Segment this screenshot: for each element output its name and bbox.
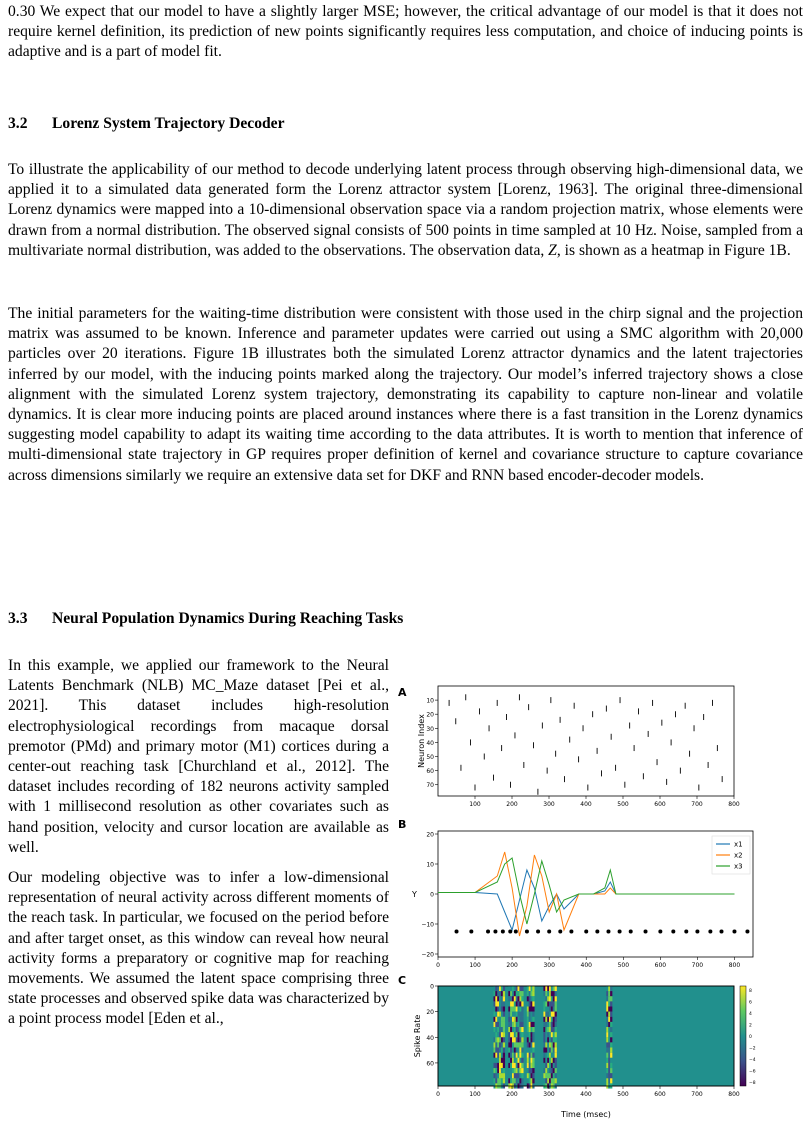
series-line-x1	[438, 870, 735, 930]
heatmap-cell	[503, 1048, 505, 1053]
tick-label: 400	[580, 962, 592, 969]
tick-label: 600	[654, 1091, 666, 1098]
heatmap-cell	[503, 1012, 505, 1017]
inducing-point	[536, 930, 540, 934]
legend-label: x3	[734, 862, 743, 871]
colorbar-tick-label: −6	[749, 1069, 756, 1075]
section-number: 3.3	[8, 610, 28, 627]
heatmap-cell	[521, 986, 523, 991]
section-title: Lorenz System Trajectory Decoder	[52, 115, 285, 132]
inducing-point	[644, 930, 648, 934]
heatmap-cell	[555, 1053, 557, 1058]
heatmap-cell	[532, 1042, 534, 1047]
tick-label: 70	[426, 782, 434, 790]
heatmap-cell	[503, 1001, 505, 1006]
colorbar-tick-label: −4	[749, 1058, 756, 1063]
section-number: 3.2	[8, 115, 28, 132]
inducing-point	[514, 930, 518, 934]
figure-svg	[394, 668, 808, 1122]
heatmap-cell	[521, 1053, 523, 1058]
colorbar-tick-label: 8	[749, 989, 752, 994]
heatmap-cell	[610, 1007, 612, 1012]
heatmap-cell	[532, 1053, 534, 1058]
colorbar-tick-label: −8	[749, 1081, 756, 1086]
panel-b-legend	[712, 836, 750, 874]
inducing-point	[558, 930, 562, 934]
heatmap-cell	[555, 991, 557, 996]
heatmap-cell	[521, 1073, 523, 1078]
heatmap-cell	[555, 1037, 557, 1042]
tick-label: 800	[728, 1091, 740, 1098]
tick-label: 700	[691, 801, 703, 808]
section-heading-3-2	[8, 115, 285, 133]
tick-label: 700	[691, 962, 704, 969]
inducing-point	[658, 930, 662, 934]
heatmap-cell	[521, 1032, 523, 1037]
tick-label: 800	[728, 801, 740, 808]
heatmap-cell	[521, 1078, 523, 1083]
panel-c-ylabel: Spike Rate	[413, 1014, 422, 1058]
inducing-point	[606, 930, 610, 934]
heatmap-cell	[610, 1022, 612, 1027]
heatmap-cell	[532, 1063, 534, 1068]
heatmap-cell	[610, 996, 612, 1001]
panel-b-series	[438, 852, 735, 936]
variable-z: Z	[548, 241, 557, 259]
tick-label: 300	[543, 801, 555, 808]
heatmap-cell	[555, 1042, 557, 1047]
colorbar-tick-label: 6	[749, 1000, 752, 1006]
inducing-point	[501, 930, 505, 934]
tick-label: 700	[691, 1091, 703, 1098]
inducing-point	[732, 930, 736, 934]
heatmap-cell	[610, 1037, 612, 1042]
colorbar-tick-label: −2	[749, 1046, 756, 1052]
heatmap-cell	[521, 1068, 523, 1073]
tick-label: 200	[506, 962, 518, 969]
inducing-point	[525, 930, 529, 934]
figure-1	[394, 668, 808, 1122]
tick-label: 300	[543, 962, 555, 969]
tick-label: 30	[426, 725, 434, 733]
colorbar-tick-label: 0	[749, 1035, 752, 1040]
heatmap-cell	[532, 996, 534, 1001]
heatmap-cell	[532, 1073, 534, 1078]
tick-label: 100	[469, 962, 481, 969]
heatmap-cell	[555, 1078, 557, 1083]
panel-b-inducing-points	[455, 930, 750, 934]
panel-c-label: C	[398, 974, 407, 987]
intro-paragraph: 0.30 We expect that our model to have a slightly larger MSE; however, the critical advantage of our model is that it does not require kernel definition, its prediction of new points significantly requires less computation, and choice of inducing points is adaptive and is a part of model fit.	[8, 3, 803, 61]
heatmap-cell	[521, 1027, 523, 1032]
heatmap-cell	[610, 1063, 612, 1068]
panel-c-heatmap-bg	[438, 986, 734, 1086]
panel-a-spikes	[449, 694, 722, 794]
inducing-point	[469, 930, 473, 934]
panel-b-yticks	[421, 832, 438, 959]
heatmap-cell	[503, 1073, 505, 1078]
tick-label: 60	[426, 1060, 434, 1068]
inducing-point	[493, 930, 497, 934]
panel-c-xlabel: Time (msec)	[561, 1110, 611, 1119]
heatmap-cell	[521, 1058, 523, 1063]
tick-label: 40	[426, 1034, 434, 1042]
heatmap-cell	[532, 986, 534, 991]
series-line-x3	[438, 858, 735, 924]
heatmap-cell	[503, 1022, 505, 1027]
tick-label: 0	[436, 1091, 440, 1098]
heatmap-cell	[503, 986, 505, 991]
tick-label: 50	[426, 754, 434, 762]
heatmap-cell	[555, 1073, 557, 1078]
heatmap-cell	[555, 1048, 557, 1053]
heatmap-cell	[521, 991, 523, 996]
heatmap-cell	[555, 1063, 557, 1068]
colorbar-tick-label: 4	[749, 1012, 752, 1017]
heatmap-cell	[610, 991, 612, 996]
inducing-point	[508, 930, 512, 934]
tick-label: 300	[543, 1091, 555, 1098]
tick-label: 500	[617, 962, 630, 969]
heatmap-cell	[521, 1017, 523, 1022]
tick-label: 200	[506, 801, 518, 808]
heatmap-cell	[555, 1068, 557, 1073]
tick-label: 100	[469, 801, 481, 808]
panel-a-xticks	[469, 796, 740, 808]
heatmap-cell	[532, 1022, 534, 1027]
heatmap-cell	[532, 1037, 534, 1042]
heatmap-cell	[532, 1007, 534, 1012]
legend-label: x2	[734, 851, 743, 860]
tick-label: 100	[469, 1091, 481, 1098]
lorenz-paragraph-1	[8, 160, 803, 261]
inducing-point	[547, 930, 551, 934]
heatmap-cell	[503, 1068, 505, 1073]
panel-a-yticks	[426, 698, 438, 790]
heatmap-cell	[503, 1053, 505, 1058]
inducing-point	[629, 930, 633, 934]
heatmap-cell	[555, 1027, 557, 1032]
heatmap-cell	[521, 1042, 523, 1047]
panel-a-label: A	[398, 686, 407, 699]
tick-label: 500	[617, 801, 629, 808]
tick-label: −20	[421, 951, 434, 959]
heatmap-cell	[610, 1068, 612, 1073]
heatmap-cell	[555, 1032, 557, 1037]
colorbar-tick-label: 2	[749, 1023, 752, 1029]
heatmap-cell	[503, 1063, 505, 1068]
tick-label: 10	[426, 861, 434, 869]
heatmap-cell	[555, 1001, 557, 1006]
tick-label: 10	[426, 697, 434, 705]
heatmap-cell	[610, 1027, 612, 1032]
legend-label: x1	[734, 840, 743, 849]
heatmap-cell	[503, 1042, 505, 1047]
nlb-paragraph-2: Our modeling objective was to infer a low-dimensional representation of neural activity across different moments of the reach task. In particular, we focused on the period before and after target onset, as this window can reveal how neural activity forms a preparatory or cognitive map for reaching movements. We assumed the latent space comprising three state processes and observed spike data was characterized by a point process model [Eden et al.,	[8, 869, 389, 1028]
tick-label: 200	[506, 1091, 518, 1098]
tick-label: 500	[617, 1091, 629, 1098]
heatmap-cell	[555, 1012, 557, 1017]
heatmap-cell	[555, 1022, 557, 1027]
heatmap-cell	[610, 1073, 612, 1078]
heatmap-cell	[521, 1007, 523, 1012]
tick-label: 600	[654, 801, 666, 808]
inducing-point	[708, 930, 712, 934]
panel-a-ylabel: Neuron Index	[417, 714, 426, 768]
section-heading-3-3	[8, 610, 403, 628]
inducing-point	[695, 930, 699, 934]
inducing-point	[584, 930, 588, 934]
lorenz-paragraph-1-b: , is shown as a heatmap in Figure 1B.	[556, 241, 791, 259]
heatmap-cell	[610, 1001, 612, 1006]
heatmap-cell	[610, 986, 612, 991]
heatmap-cell	[521, 996, 523, 1001]
inducing-point	[595, 930, 599, 934]
heatmap-cell	[610, 1017, 612, 1022]
tick-label: 20	[426, 831, 434, 839]
tick-label: 0	[430, 891, 434, 899]
heatmap-cell	[610, 1078, 612, 1083]
tick-label: −10	[421, 921, 434, 929]
heatmap-cell	[503, 996, 505, 1001]
heatmap-cell	[503, 1037, 505, 1042]
inducing-point	[720, 930, 724, 934]
panel-a-frame	[438, 686, 734, 796]
inducing-point	[486, 930, 490, 934]
heatmap-cell	[503, 1078, 505, 1083]
lorenz-paragraph-2: The initial parameters for the waiting-time distribution were consistent with those used in the chirp signal and the projection matrix was assumed to be known. Inference and parameter updates were carried out using a SMC algorithm with 20,000 particles over 20 iterations. Figure 1B illustrates both the simulated Lorenz attractor dynamics and the latent trajectories inferred by our model, with the inducing points marked along the trajectory. Our model’s inferred trajectory shows a close alignment with the simulated Lorenz system trajectory, demonstrating its capability to capture non-linear and volatile dynamics. It is clear more inducing points are placed around instances where there is a fast transition in the Lorenz dynamics suggesting model capability to adapt its waiting time according to the data attributes. It is worth to mention that inference of multi-dimensional state trajectory in GP requires proper definition of kernel and covariance structure to capture covariance across dimensions similarly we require an extensive data set for DKF and RNN based encoder-decoder models.	[8, 305, 803, 484]
heatmap-cell	[555, 986, 557, 991]
tick-label: 20	[426, 711, 434, 719]
heatmap-cell	[610, 1032, 612, 1037]
panel-b-ylabel: Y	[412, 890, 417, 899]
heatmap-cell	[521, 1048, 523, 1053]
heatmap-cell	[532, 1078, 534, 1083]
heatmap-cell	[503, 1058, 505, 1063]
tick-label: 400	[580, 801, 592, 808]
heatmap-cell	[503, 1032, 505, 1037]
heatmap-cell	[555, 996, 557, 1001]
heatmap-cell	[610, 1053, 612, 1058]
inducing-point	[745, 930, 749, 934]
heatmap-cell	[532, 1032, 534, 1037]
section-title: Neural Population Dynamics During Reaching Tasks	[52, 610, 404, 627]
inducing-point	[569, 930, 573, 934]
heatmap-cell	[521, 1063, 523, 1068]
panel-b-label: B	[398, 818, 407, 831]
tick-label: 0	[430, 983, 434, 991]
inducing-point	[684, 930, 688, 934]
heatmap-cell	[610, 1012, 612, 1017]
inducing-point	[455, 930, 459, 934]
heatmap-cell	[521, 1012, 523, 1017]
lorenz-paragraph-1-a: To illustrate the applicability of our method to decode underlying latent process through observing high-dimensional data, we applied it to a simulated data generated form the Lorenz attractor system [Lorenz, 1963]. The original three-dimensional Lorenz dynamics were mapped into a 10-dimensional observation space via a random projection matrix, whose elements were drawn from a normal distribution. The observed signal consists of 500 points in time sampled at 10 Hz. Noise, sampled from a multivariate normal distribution, was added to the observations. The observation data,	[8, 161, 803, 259]
heatmap-cell	[532, 1048, 534, 1053]
panel-c-colorbar	[740, 986, 746, 1086]
heatmap-cell	[532, 1058, 534, 1063]
nlb-paragraph-1: In this example, we applied our framework to the Neural Latents Benchmark (NLB) MC_Maze dataset [Pei et al., 2021]. This dataset includes high-resolution electrophysiological recordings from macaque dorsal premotor (PMd) and primary motor (M1) cortices during a center-out reaching task [Churchland et al., 2012]. The dataset includes recording of 182 neurons activity sampled with 1 millisecond resolution as other covariates such as hand position, velocity and cursor location are available as well.	[8, 657, 389, 856]
heatmap-cell	[521, 1001, 523, 1006]
heatmap-cell	[521, 1037, 523, 1042]
panel-c-xticks	[436, 1086, 740, 1098]
heatmap-cell	[555, 1058, 557, 1063]
heatmap-cell	[503, 1007, 505, 1012]
tick-label: 400	[580, 1091, 592, 1098]
left-column	[8, 656, 389, 1030]
heatmap-cell	[503, 1027, 505, 1032]
heatmap-cell	[555, 1007, 557, 1012]
heatmap-cell	[532, 1017, 534, 1022]
heatmap-cell	[610, 1058, 612, 1063]
heatmap-cell	[555, 1017, 557, 1022]
inducing-point	[618, 930, 622, 934]
panel-c-yticks	[426, 984, 438, 1068]
heatmap-cell	[532, 991, 534, 996]
heatmap-cell	[503, 991, 505, 996]
tick-label: 60	[426, 768, 434, 776]
tick-label: 0	[436, 962, 440, 969]
heatmap-cell	[532, 1012, 534, 1017]
inducing-point	[671, 930, 675, 934]
heatmap-cell	[532, 1068, 534, 1073]
heatmap-cell	[610, 1042, 612, 1047]
tick-label: 20	[426, 1009, 434, 1017]
panel-b-xticks	[436, 957, 740, 969]
heatmap-cell	[532, 1027, 534, 1032]
heatmap-cell	[610, 1048, 612, 1053]
heatmap-cell	[521, 1022, 523, 1027]
heatmap-cell	[532, 1001, 534, 1006]
panel-c-colorbar-ticks	[749, 988, 756, 1086]
tick-label: 800	[728, 962, 741, 969]
tick-label: 40	[426, 739, 434, 747]
tick-label: 600	[654, 962, 667, 969]
heatmap-cell	[503, 1017, 505, 1022]
